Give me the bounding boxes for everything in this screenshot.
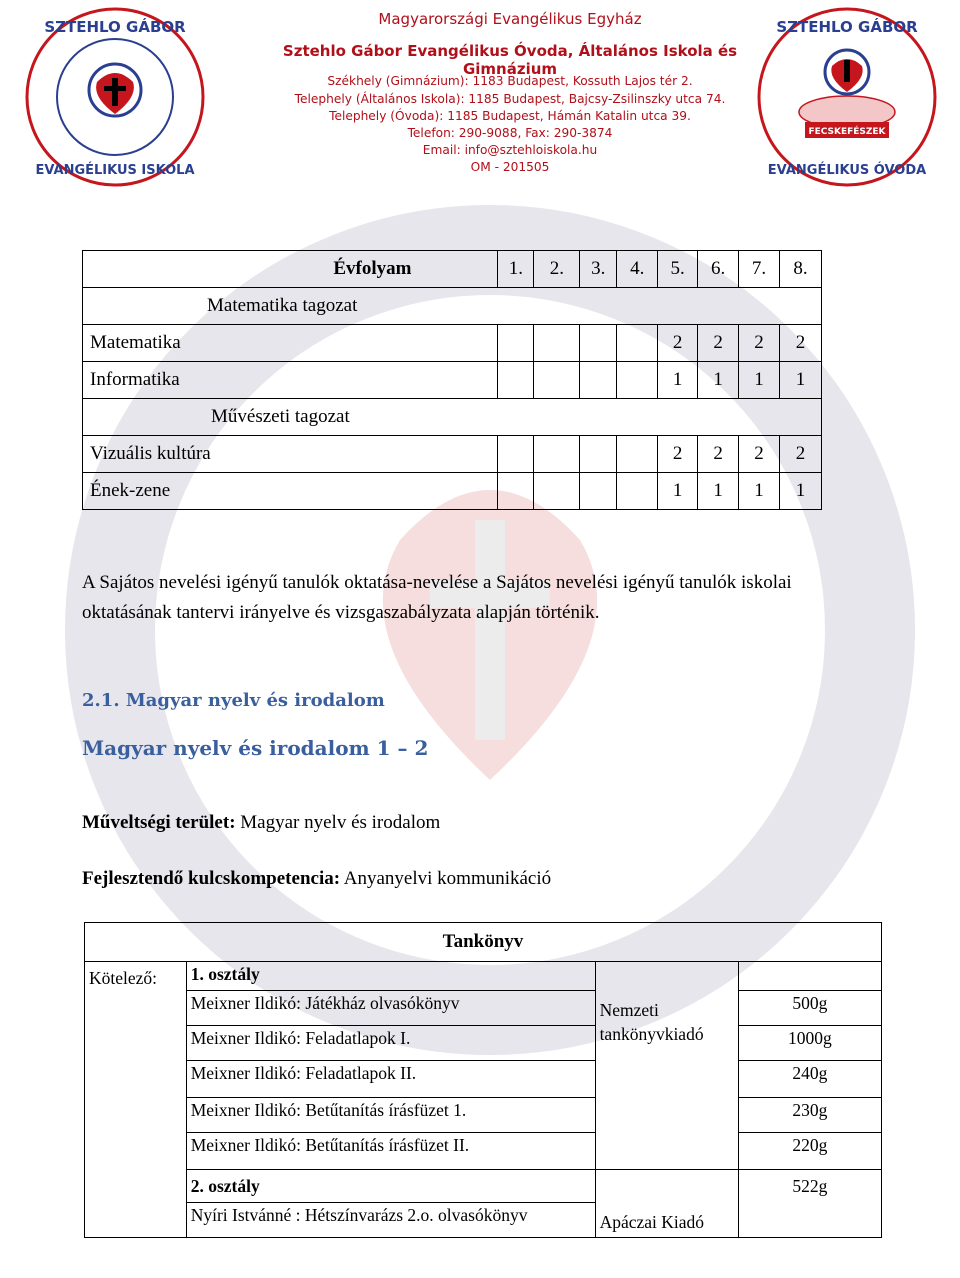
svg-text:EVANGÉLIKUS ÓVODA: EVANGÉLIKUS ÓVODA (767, 163, 927, 178)
hours-cell: 2 (698, 325, 739, 362)
literacy-area-value: Magyar nyelv és irodalom (235, 812, 441, 833)
key-competence-value: Anyanyelvi kommunikáció (340, 868, 552, 889)
grade-cell: 5. (658, 251, 698, 288)
grade-header-label: Évfolyam (83, 251, 498, 288)
hours-cell (534, 436, 580, 473)
hours-cell: 2 (698, 436, 739, 473)
subject-row (83, 436, 822, 473)
book-title: Nyíri Istvánné : Hétszínvarázs 2.o. olvasókönyv (186, 1203, 595, 1238)
book-title: Meixner Ildikó: Feladatlapok II. (186, 1061, 595, 1098)
grade-cell: 1. (498, 251, 534, 288)
publisher-apaczai: Apáczai Kiadó (595, 1170, 738, 1238)
book-title: Meixner Ildikó: Betűtanítás írásfüzet II. (186, 1133, 595, 1170)
hours-cell: 1 (739, 473, 780, 510)
hours-cell: 1 (698, 362, 739, 399)
subject-name: Matematika (83, 325, 498, 362)
hours-cell (617, 436, 658, 473)
book-row (85, 1098, 882, 1133)
svg-text:EVANGÉLIKUS ISKOLA: EVANGÉLIKUS ISKOLA (35, 163, 195, 178)
book-weight: 1000g (738, 1026, 881, 1061)
section-row (83, 288, 822, 325)
church-name: Magyarországi Evangélikus Egyház (378, 10, 642, 28)
subject-row (83, 473, 822, 510)
book-weight: 522g (738, 1170, 881, 1238)
hours-cell: 1 (739, 362, 780, 399)
address-primary: Telephely (Általános Iskola): 1185 Budapest, Bajcsy-Zsilinszky utca 74. (294, 92, 726, 106)
hours-cell: 2 (780, 436, 822, 473)
hours-cell: 2 (780, 325, 822, 362)
class1-row (85, 962, 882, 991)
publisher-nemzeti: Nemzeti tankönyvkiadó (595, 962, 738, 1170)
hours-cell: 1 (780, 362, 822, 399)
hours-cell: 2 (739, 325, 780, 362)
key-competence (82, 868, 551, 890)
book-weight: 500g (738, 991, 881, 1026)
section-math: Matematika tagozat (83, 288, 822, 325)
hours-cell (534, 325, 580, 362)
subject-name: Vizuális kultúra (83, 436, 498, 473)
hours-cell: 2 (739, 436, 780, 473)
book-weight: 230g (738, 1098, 881, 1133)
mandatory-label: Kötelező: (85, 962, 187, 1238)
hours-cell (617, 362, 658, 399)
grade-header-row (83, 251, 822, 288)
subject-name: Informatika (83, 362, 498, 399)
class2-row (85, 1170, 882, 1203)
book-row (85, 1026, 882, 1061)
hours-cell (617, 325, 658, 362)
subsection-heading: Magyar nyelv és irodalom 1 – 2 (82, 736, 429, 760)
hours-cell (580, 436, 617, 473)
hours-cell (580, 325, 617, 362)
literacy-area-label: Műveltségi terület: (82, 812, 236, 833)
grade-cell: 2. (534, 251, 580, 288)
book-row (85, 991, 882, 1026)
hours-cell (498, 325, 534, 362)
grade-cell: 4. (617, 251, 658, 288)
subject-name: Ének-zene (83, 473, 498, 510)
key-competence-label: Fejlesztendő kulcskompetencia: (82, 868, 341, 889)
subject-row (83, 325, 822, 362)
literacy-area (82, 812, 440, 834)
svg-text:SZTEHLO GÁBOR: SZTEHLO GÁBOR (44, 18, 186, 36)
hours-cell (498, 436, 534, 473)
badge-text: FECSKEFÉSZEK (808, 127, 886, 137)
hours-cell (498, 473, 534, 510)
hours-cell: 1 (698, 473, 739, 510)
section-art: Művészeti tagozat (83, 399, 822, 436)
hours-cell: 2 (658, 325, 698, 362)
book-row (85, 1133, 882, 1170)
grade-cell: 3. (580, 251, 617, 288)
book-title: Meixner Ildikó: Betűtanítás írásfüzet 1. (186, 1098, 595, 1133)
hours-cell (534, 473, 580, 510)
book-weight: 220g (738, 1133, 881, 1170)
svg-text:SZTEHLO GÁBOR: SZTEHLO GÁBOR (776, 18, 918, 36)
textbook-title: Tankönyv (85, 923, 882, 962)
hours-cell (580, 473, 617, 510)
hours-cell: 1 (780, 473, 822, 510)
om-number: OM - 201505 (470, 160, 550, 174)
address-kindergarten: Telephely (Óvoda): 1185 Budapest, Hámán Katalin utca 39. (329, 109, 691, 123)
class-heading: 2. osztály (186, 1170, 595, 1203)
textbook-table (84, 922, 882, 1238)
address-seat: Székhely (Gimnázium): 1183 Budapest, Kossuth Lajos tér 2. (327, 74, 693, 88)
email: Email: info@sztehloiskola.hu (422, 143, 598, 157)
hours-table (82, 250, 822, 510)
grade-cell: 6. (698, 251, 739, 288)
hours-cell (498, 362, 534, 399)
section-heading: 2.1. Magyar nyelv és irodalom (82, 690, 385, 711)
book-title: Meixner Ildikó: Játékház olvasókönyv (186, 991, 595, 1026)
textbook-title-row (85, 923, 882, 962)
phone-fax: Telefon: 290-9088, Fax: 290-3874 (407, 126, 613, 140)
book-title: Meixner Ildikó: Feladatlapok I. (186, 1026, 595, 1061)
grade-cell: 7. (739, 251, 780, 288)
sni-paragraph: A Sajátos nevelési igényű tanulók oktatása-nevelése a Sajátos nevelési igényű tanulók iskolai oktatásának tantervi irányelve és vizsgaszabályzata alapján történik. (82, 572, 792, 623)
hours-cell: 2 (658, 436, 698, 473)
hours-cell: 1 (658, 362, 698, 399)
section-row (83, 399, 822, 436)
weight-empty (738, 962, 881, 991)
book-weight: 240g (738, 1061, 881, 1098)
school-name: Sztehlo Gábor Evangélikus Óvoda, Általános Iskola és Gimnázium (282, 42, 738, 78)
hours-cell (534, 362, 580, 399)
hours-cell (580, 362, 617, 399)
book-row (85, 1061, 882, 1098)
hours-cell: 1 (658, 473, 698, 510)
hours-cell (617, 473, 658, 510)
grade-cell: 8. (780, 251, 822, 288)
subject-row (83, 362, 822, 399)
class-heading: 1. osztály (186, 962, 595, 991)
